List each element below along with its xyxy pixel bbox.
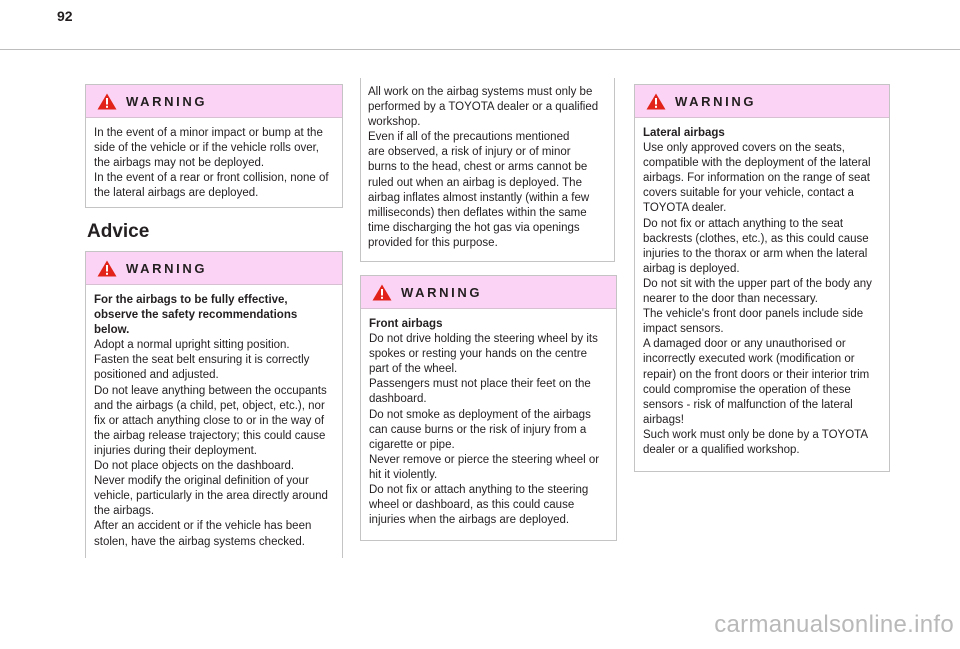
text-line: sensors - risk of malfunction of the lateral <box>643 398 853 411</box>
text-line: spokes or resting your hands on the centre <box>369 348 587 361</box>
text-line: The vehicle's front door panels include side <box>643 308 864 321</box>
text-line: For the airbags to be fully effective, <box>94 294 288 306</box>
advice-heading: Advice <box>87 221 150 242</box>
text-line: Do not sit with the upper part of the body any <box>643 277 872 290</box>
text-line: the airbag release trajectory; this could cause <box>94 429 326 442</box>
warning-lead: Front airbags <box>369 318 443 330</box>
text-line: stolen, have the airbag systems checked. <box>94 535 305 548</box>
text-line: Do not leave anything between the occupants <box>94 384 327 397</box>
warning-body <box>86 285 342 556</box>
text-line: could compromise the operation of these <box>643 383 851 396</box>
text-line: the airbags may not be deployed. <box>94 157 265 170</box>
text-line: Passengers must not place their feet on the <box>369 378 591 391</box>
text-line: positioned and adjusted. <box>94 369 219 382</box>
text-line: All work on the airbag systems must only be <box>368 86 593 98</box>
text-line: injuries to the thorax or arm when the lateral <box>643 247 868 260</box>
text-line: Such work must only be done by a TOYOTA <box>643 428 868 441</box>
text-line: injuries during their deployment. <box>94 444 258 457</box>
warning-box-advice <box>85 251 343 558</box>
text-line: Never remove or pierce the steering wheel or <box>369 453 600 466</box>
text-line: backrests (clothes, etc.), as this could cause <box>643 232 869 245</box>
text-line: the lateral airbags are deployed. <box>94 187 259 200</box>
text-line: below. <box>94 324 130 337</box>
warning-text <box>94 338 334 549</box>
text-line: airbag inflates almost instantly (within a few <box>368 191 590 204</box>
text-line: TOYOTA dealer. <box>643 202 727 215</box>
warning-body <box>86 118 342 207</box>
text-line: fix or attach anything close to or in the way of <box>94 414 325 427</box>
text-line: performed by a TOYOTA dealer or a qualified <box>368 101 599 114</box>
warning-text <box>369 332 608 528</box>
text-line: airbags. For information on the range of seat <box>643 172 870 185</box>
warning-triangle-icon <box>97 260 117 277</box>
column-rule <box>360 78 361 262</box>
text-line: the airbags. <box>94 505 155 518</box>
warning-body <box>635 118 889 464</box>
text-line: burns to the head, chest or arms cannot be <box>368 161 588 174</box>
text-line: hit it violently. <box>369 468 438 481</box>
text-line: injuries when the airbags are deployed. <box>369 514 570 527</box>
warning-header <box>86 85 342 118</box>
text-line: Never modify the original definition of your <box>94 475 309 488</box>
text-line: side of the vehicle or if the vehicle rolls over, <box>94 142 320 155</box>
text-line: compatible with the deployment of the lateral <box>643 157 871 170</box>
text-line: vehicle, particularly in the area directly around <box>94 490 328 503</box>
warning-box-front-airbags <box>360 275 617 541</box>
column-rule <box>360 261 615 262</box>
text-line: part of the wheel. <box>369 363 458 376</box>
warning-box-minor-impact <box>85 84 343 208</box>
warning-lead <box>94 293 334 338</box>
warning-title: WARNING <box>675 93 757 109</box>
warning-triangle-icon <box>646 93 666 110</box>
text-line: provided for this purpose. <box>368 236 498 249</box>
warning-title: WARNING <box>126 260 208 276</box>
warning-triangle-icon <box>97 93 117 110</box>
text-line: covers suitable for your vehicle, contact a <box>643 187 854 200</box>
page-number: 92 <box>57 8 73 24</box>
warning-text <box>643 141 881 458</box>
text-line: airbags! <box>643 413 684 426</box>
text-line: repair) on the front doors or their interior trim <box>643 368 870 381</box>
warning-box-lateral-airbags <box>634 84 890 472</box>
warning-header <box>361 276 616 309</box>
warning-header <box>635 85 889 118</box>
text-line: time discharging the hot gas via openings <box>368 221 580 234</box>
text-line: Even if all of the precautions mentioned <box>368 131 570 144</box>
text-line: observe the safety recommendations <box>94 309 298 322</box>
text-line: wheel or dashboard, as this could cause <box>369 499 575 512</box>
text-line: impact sensors. <box>643 323 724 336</box>
text-line: Do not place objects on the dashboard. <box>94 460 295 473</box>
column-rule <box>614 78 615 262</box>
text-line: dashboard. <box>369 393 427 406</box>
text-line: dealer or a qualified workshop. <box>643 443 800 456</box>
text-line: are observed, a risk of injury or of minor <box>368 146 571 159</box>
continuation-text <box>368 85 608 251</box>
text-line: A damaged door or any unauthorised or <box>643 338 846 351</box>
text-line: Do not smoke as deployment of the airbags <box>369 408 591 421</box>
warning-header <box>86 252 342 285</box>
text-line: and the airbags (a child, pet, object, etc.), nor <box>94 399 325 412</box>
text-line: Fasten the seat belt ensuring it is correctly <box>94 354 310 367</box>
warning-body <box>361 309 616 534</box>
text-line: airbag is deployed. <box>643 262 740 275</box>
text-line: workshop. <box>368 116 421 129</box>
text-line: Do not fix or attach anything to the steering <box>369 484 589 497</box>
warning-lead: Lateral airbags <box>643 127 725 139</box>
text-line: milliseconds) then deflates within the same <box>368 206 587 219</box>
text-line: ruled out when an airbag is deployed. The <box>368 176 582 189</box>
text-line: can cause burns or the risk of injury from a <box>369 423 587 436</box>
text-line: After an accident or if the vehicle has been <box>94 520 312 533</box>
text-line: Adopt a normal upright sitting position. <box>94 339 290 352</box>
text-line: cigarette or pipe. <box>369 438 455 451</box>
watermark: carmanualsonline.info <box>714 611 954 638</box>
warning-title: WARNING <box>401 284 483 300</box>
warning-title: WARNING <box>126 93 208 109</box>
text-line: Do not drive holding the steering wheel by its <box>369 333 598 346</box>
text-line: nearer to the door than necessary. <box>643 293 818 306</box>
text-line: Do not fix or attach anything to the seat <box>643 217 844 230</box>
text-line: Use only approved covers on the seats, <box>643 142 846 155</box>
text-line: In the event of a rear or front collision, none of <box>94 172 329 185</box>
text-line: In the event of a minor impact or bump at the <box>94 127 323 139</box>
warning-triangle-icon <box>372 284 392 301</box>
text-line: incorrectly executed work (modification or <box>643 353 855 366</box>
header-rule <box>0 49 960 50</box>
